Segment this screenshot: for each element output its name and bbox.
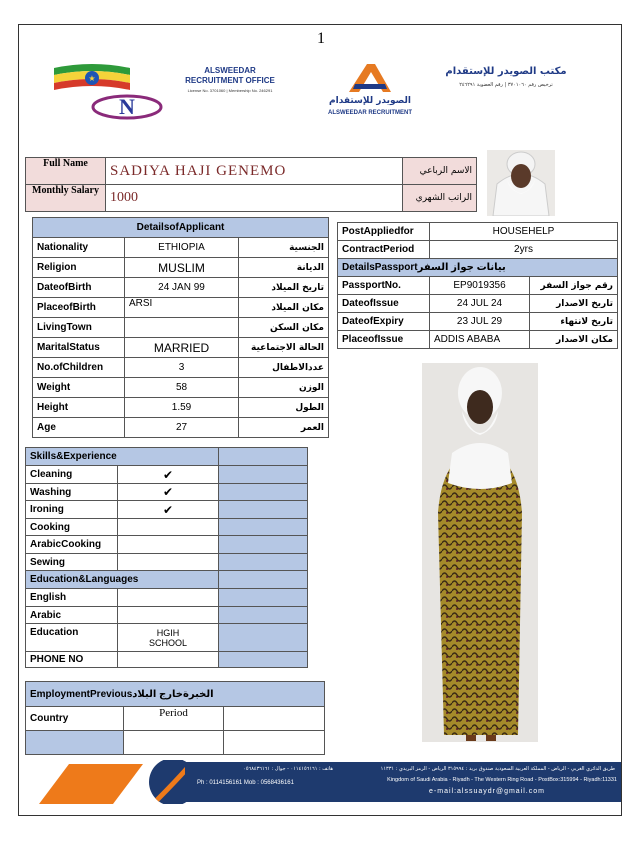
living-town-value	[125, 318, 239, 338]
living-town-label: LivingTown	[33, 318, 125, 338]
center-logo-ar: الصويدر للإستقدام	[329, 96, 411, 106]
svg-text:★: ★	[88, 74, 96, 83]
left-logo-license: License No. 3701060 | Membership No. 246291	[187, 88, 273, 93]
height-value: 1.59	[125, 398, 239, 418]
employment-title: EmploymentPreviousالخبرةخارج البلاد	[26, 682, 325, 707]
pob-value: ARSI	[125, 298, 239, 318]
country-label: Country	[26, 707, 124, 731]
nationality-ar: الجنسية	[239, 238, 329, 258]
cooking-check	[118, 519, 219, 536]
nationality-label: Nationality	[33, 238, 125, 258]
children-value: 3	[125, 358, 239, 378]
post-value: HOUSEHELP	[430, 223, 618, 241]
identity-table	[25, 157, 477, 212]
phone-value	[118, 652, 219, 668]
cooking-label: Cooking	[26, 519, 118, 536]
applicant-portrait	[487, 150, 555, 216]
height-label: Height	[33, 398, 125, 418]
dob-ar: تاريخ الميلاد	[239, 278, 329, 298]
education-label: Education	[26, 624, 118, 652]
expiry-date-label: DateofExpiry	[338, 313, 430, 331]
cleaning-label: Cleaning	[26, 466, 118, 484]
issue-date-label: DateofIssue	[338, 295, 430, 313]
dob-label: DateofBirth	[33, 278, 125, 298]
issue-date-ar: تاريخ الاصدار	[530, 295, 618, 313]
applicant-full-photo	[422, 363, 538, 742]
right-logo	[436, 66, 576, 96]
footer-address-ar: طريق الدائري الغربي - الرياض - المملكة العربية السعودية صندوق بريد : ٣١٥٩٩٤ الرياض - الرمز البريدي : ١١٣٣١	[380, 766, 615, 772]
height-ar: الطول	[239, 398, 329, 418]
n-emblem-icon	[90, 92, 164, 122]
english-label: English	[26, 589, 118, 607]
age-label: Age	[33, 418, 125, 438]
phone-label: PHONE NO	[26, 652, 118, 668]
ironing-label: Ironing	[26, 501, 118, 519]
sewing-label: Sewing	[26, 554, 118, 571]
religion-ar: الديانة	[239, 258, 329, 278]
marital-label: MaritalStatus	[33, 338, 125, 358]
passport-no-ar: رقم جواز السفر	[530, 277, 618, 295]
dob-value: 24 JAN 99	[125, 278, 239, 298]
marital-ar: الحالة الاجتماعية	[239, 338, 329, 358]
pob-label: PlaceofBirth	[33, 298, 125, 318]
full-name-label: Full Name	[26, 158, 106, 185]
washing-check: ✔	[118, 484, 219, 501]
period-label: Period	[124, 707, 224, 731]
details-table	[32, 217, 329, 438]
post-label: PostAppliedfor	[338, 223, 430, 241]
religion-value: MUSLIM	[125, 258, 239, 278]
education-title: Education&Languages	[26, 571, 219, 589]
period-label: ContractPeriod	[338, 241, 430, 259]
details-title: DetailsofApplicant	[33, 218, 329, 238]
issue-place-value: ADDIS ABABA	[430, 331, 530, 349]
footer-banner	[25, 760, 621, 804]
footer-phone-ar: هاتف : ٠١١٤١٥٦١٦١ - جوال : ٠٥٦٨٤٣٦١٦١	[243, 766, 333, 772]
skills-title: Skills&Experience	[26, 448, 219, 466]
education-value: HGIH SCHOOL	[118, 624, 219, 652]
age-ar: العمر	[239, 418, 329, 438]
footer-email[interactable]: e-mail:alssuaydr@gmail.com	[429, 788, 545, 795]
center-logo	[320, 62, 420, 120]
ironing-check: ✔	[118, 501, 219, 519]
passport-no-label: PassportNo.	[338, 277, 430, 295]
ethiopia-flag-icon	[52, 62, 132, 96]
washing-label: Washing	[26, 484, 118, 501]
right-logo-sub: ترخيص رقم ٣٧٠١٠٦٠ | رقم العضوية ٢٤٦٢٩١	[459, 82, 553, 88]
age-value: 27	[125, 418, 239, 438]
post-passport-table	[337, 222, 618, 349]
skills-table	[25, 447, 308, 668]
left-logo-name: ALSWEEDAR	[204, 66, 256, 75]
salary-label: Monthly Salary	[26, 185, 106, 212]
expiry-date-ar: تاريخ لانتهاء	[530, 313, 618, 331]
passport-title: DetailsPassportبيانات جواز السفر	[338, 259, 618, 277]
arabic-cooking-label: ArabicCooking	[26, 536, 118, 554]
marital-value: MARRIED	[125, 338, 239, 358]
weight-value: 58	[125, 378, 239, 398]
arabic-cooking-check	[118, 536, 219, 554]
weight-ar: الوزن	[239, 378, 329, 398]
svg-text:N: N	[119, 94, 135, 119]
page-number: 1	[317, 30, 325, 47]
weight-label: Weight	[33, 378, 125, 398]
children-label: No.ofChildren	[33, 358, 125, 378]
issue-date-value: 24 JUL 24	[430, 295, 530, 313]
living-town-ar: مكان السكن	[239, 318, 329, 338]
issue-place-ar: مكان الاصدار	[530, 331, 618, 349]
passport-no-value: EP9019356	[430, 277, 530, 295]
right-logo-ar: مكتب الصويدر للإستقدام	[445, 66, 567, 77]
a-emblem-icon	[345, 62, 395, 96]
footer-shapes-icon	[25, 760, 205, 804]
left-logo	[52, 60, 292, 122]
footer-address: Kingdom of Saudi Arabia - Riyadh - The Western Ring Road - PostBox:315994 - Riyadh:11331	[387, 777, 617, 783]
issue-place-label: PlaceofIssue	[338, 331, 430, 349]
arabic-value	[118, 607, 219, 624]
employment-table	[25, 681, 325, 755]
center-logo-en: ALSWEEDAR RECRUITMENT	[328, 110, 412, 116]
english-value	[118, 589, 219, 607]
salary-value: 1000	[106, 185, 403, 212]
sewing-check	[118, 554, 219, 571]
cleaning-check: ✔	[118, 466, 219, 484]
period-value: 2yrs	[430, 241, 618, 259]
footer-phone: Ph : 0114156161 Mob : 0568436161	[197, 780, 294, 786]
expiry-date-value: 23 JUL 29	[430, 313, 530, 331]
nationality-value: ETHIOPIA	[125, 238, 239, 258]
religion-label: Religion	[33, 258, 125, 278]
full-name-ar: الاسم الرباعي	[403, 158, 477, 185]
left-logo-subname: RECRUITMENT OFFICE	[185, 76, 275, 85]
full-name-value: SADIYA HAJI GENEMO	[106, 158, 403, 185]
children-ar: عددالاطفال	[239, 358, 329, 378]
pob-ar: مكان الميلاد	[239, 298, 329, 318]
salary-ar: الراتب الشهري	[403, 185, 477, 212]
arabic-label: Arabic	[26, 607, 118, 624]
